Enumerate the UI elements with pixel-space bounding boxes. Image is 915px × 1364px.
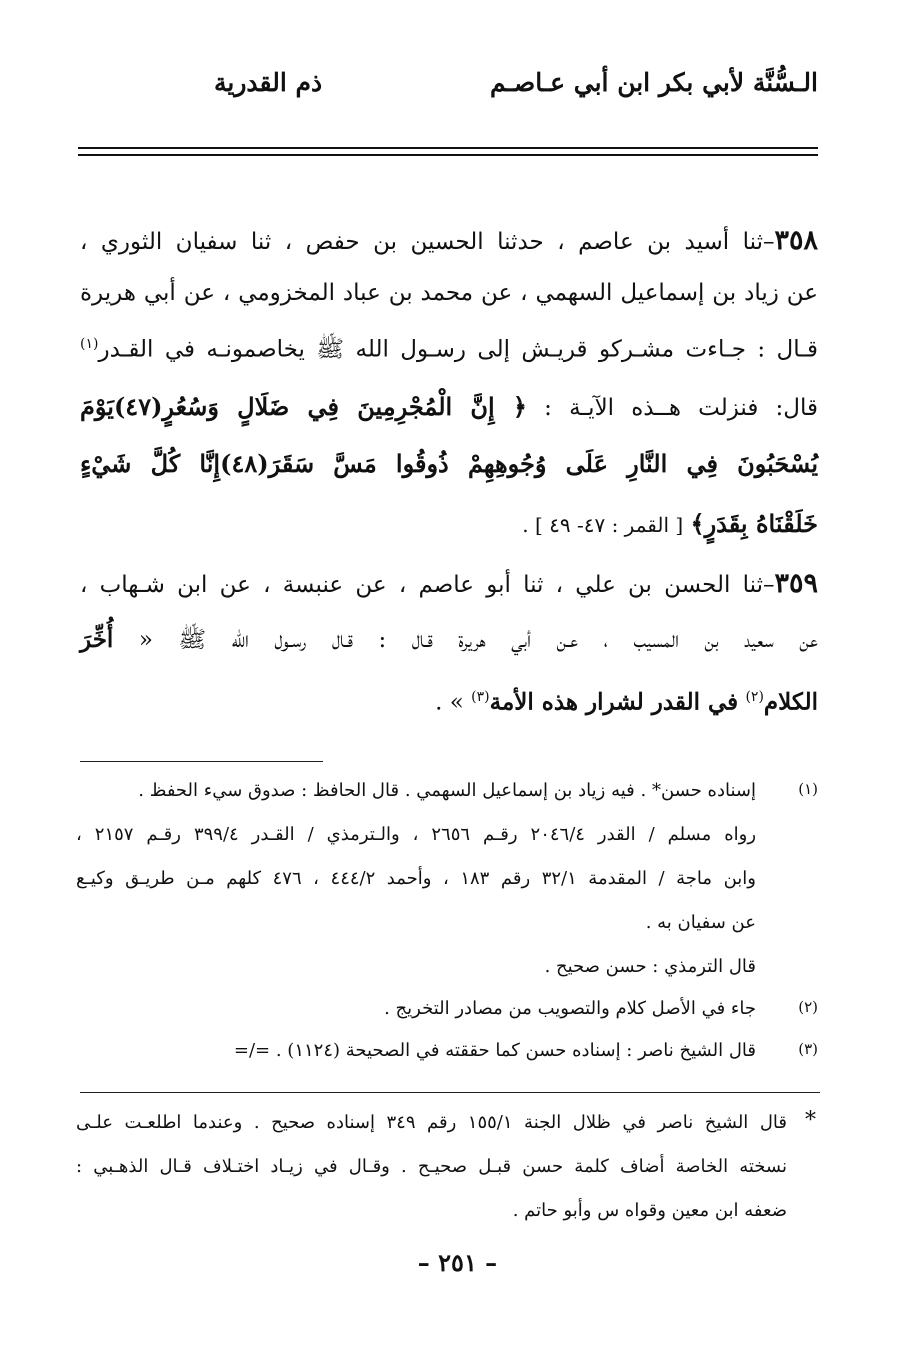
hadith-358-line-1 [80, 227, 818, 267]
quran-verse: خَلَقْنَاهُ بِقَدَرٍ﴾ [690, 509, 818, 538]
hadith-text: » . [435, 689, 464, 716]
note-line-1: قال الشيخ ناصر في ظلال الجنة ١٥٥/١ رقم ٣٤٩ إسناده صحيح . وعندما اطلعـت علـى [76, 1112, 787, 1133]
footnote-mark: (٣) [798, 1040, 818, 1058]
page-number: – ٢٥١ – [417, 1248, 498, 1277]
hadith-text: عن سعيد بن المسيب ، عـن أبي هريرة قـال : قـال رسـول الله ﷺ « [138, 627, 818, 653]
hadith-359-line-1 [80, 570, 818, 610]
footnote-text: جاء في الأصل كلام والتصويب من مصادر التخريج . [384, 998, 756, 1019]
hadith-359-line-3 [80, 690, 818, 730]
hadith-quote: أُخِّرَ [80, 626, 114, 653]
hadith-358-line-5 [80, 449, 819, 492]
header-rule-top [78, 147, 818, 149]
footnote-text: قال الشيخ ناصر : إسناده حسن كما حققته في الصحيحة (١١٢٤) . =/= [233, 1040, 756, 1061]
footnote-ref: (٣) [471, 689, 490, 705]
hadith-358-line-4 [80, 392, 819, 435]
header-rule-bottom [78, 154, 818, 156]
chapter-title: ذم القدرية [214, 68, 323, 97]
footnote-2 [76, 998, 818, 1028]
hadith-quote: في القدر لشرار هذه الأمة [489, 688, 739, 716]
note-line-3: ضعفه ابن معين وقواه س وأبو حاتم . [512, 1200, 787, 1221]
note-line-2: نسخته الخاصة أضاف كلمة حسن قبـل صحيـح . وقـال في زيـاد اختـلاف قـال الذهـبي : [76, 1156, 787, 1177]
hadith-358-line-3 [80, 337, 818, 377]
footnote-mark: (٢) [798, 998, 818, 1016]
footnote-mark: (١) [798, 780, 818, 798]
hadith-text: قال: فنزلت هــذه الآيـة : [544, 395, 819, 421]
footnote-1-line-5 [76, 956, 818, 986]
hadith-quote: الكلام [763, 688, 818, 716]
footnote-text: إسناده حسن* . فيه زياد بن إسماعيل السهمي . قال الحافظ : صدوق سيء الحفظ . [138, 780, 756, 801]
footnote-1-line-3 [76, 868, 818, 898]
hadith-358-line-2: عن زياد بن إسماعيل السهمي ، عن محمد بن عباد المخزومي ، عن أبي هريرة [80, 280, 818, 306]
hadith-text: قـال : جـاءت مشـركو قريـش إلى رسـول الله ﷺ يخاصمونـه في القـدر [98, 336, 818, 363]
hadith-text: –ثنا أسيد بن عاصم ، حدثنا الحسين بن حفص ، ثنا سفيان الثوري ، [80, 229, 775, 255]
hadith-number: ٣٥٩ [774, 568, 818, 599]
footnote-text: رواه مسلم / القدر ٢٠٤٦/٤ رقـم ٢٦٥٦ ، والـترمذي / القـدر ٣٩٩/٤ رقـم ٢١٥٧ ، [76, 824, 757, 845]
footnote-text: وابن ماجة / المقدمة ٣٢/١ رقم ١٨٣ ، وأحمد ٤٤٤/٢ ، ٤٧٦ كلهم مـن طريـق وكيـع [76, 868, 756, 889]
footnote-1-line-4 [76, 912, 818, 942]
footnote-ref: (٢) [745, 689, 764, 705]
footnote-text: عن سفيان به . [645, 912, 756, 933]
footnote-1-line-2 [76, 824, 818, 854]
book-title: الـسُّنَّة لأبي بكر ابن أبي عـاصـم [490, 68, 818, 97]
note-separator [80, 1092, 820, 1093]
footnote-separator [80, 761, 323, 762]
quran-verse: يُسْحَبُونَ فِي النَّارِ عَلَى وُجُوهِهِمْ ذُوقُوا مَسَّ سَقَرَ(٤٨)إِنَّا كُلَّ شَيْءٍ [80, 449, 819, 478]
hadith-359-line-2 [80, 628, 818, 668]
footnote-1-line-1 [76, 780, 818, 810]
quran-reference: [ القمر : ٤٧- ٤٩ ] . [522, 513, 684, 537]
note-star-mark: * [805, 1108, 816, 1133]
footnote-3 [76, 1040, 818, 1070]
hadith-number: ٣٥٨ [774, 225, 818, 256]
hadith-text: –ثنا الحسن بن علي ، ثنا أبو عاصم ، عن عنبسة ، عن ابن شـهاب ، [80, 572, 775, 598]
footnote-ref: (١) [80, 336, 99, 352]
footnote-text: قال الترمذي : حسن صحيح . [544, 956, 756, 977]
quran-verse: ﴿ إِنَّ الْمُجْرِمِينَ فِي ضَلَالٍ وَسُعُرٍ(٤٧)يَوْمَ [80, 392, 527, 421]
hadith-358-line-6 [80, 509, 818, 552]
